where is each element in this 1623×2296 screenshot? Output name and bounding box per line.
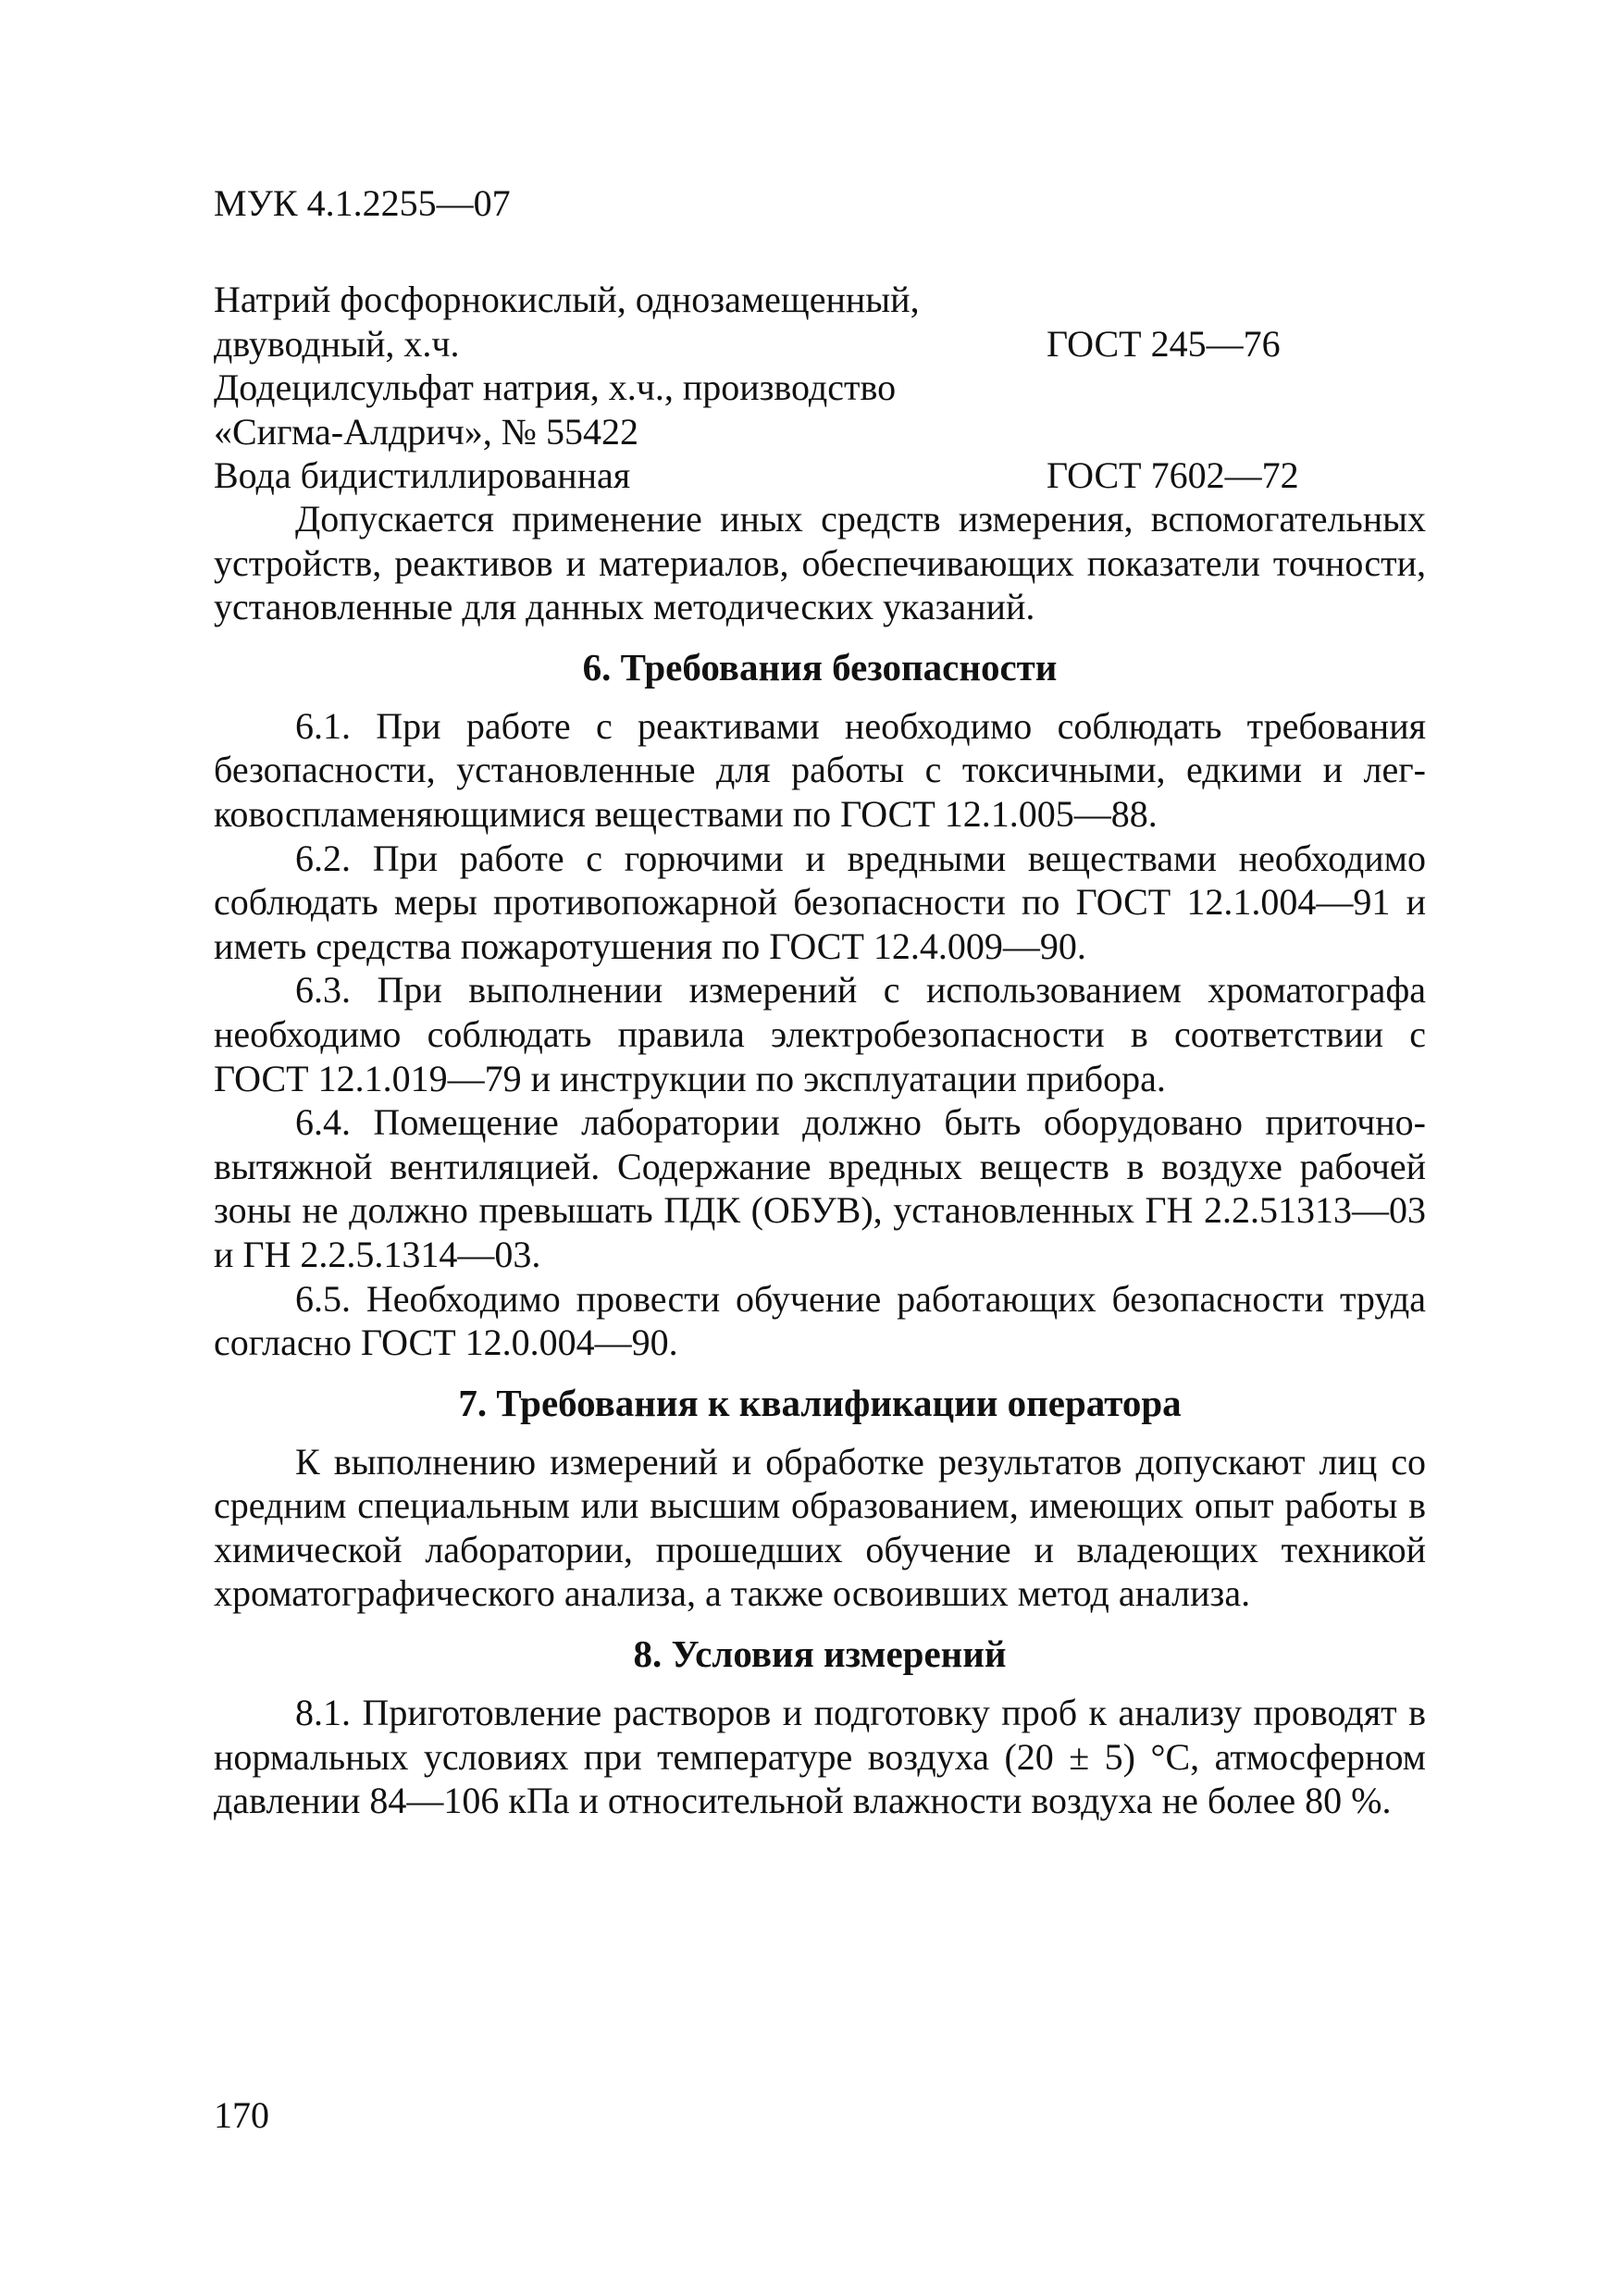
section-6-2-paragraph: 6.2. При работе с горючими и вредными веществами необходимо соблюдать меры противопожарной безопасности по ГОСТ 12.1.004—91 и иметь средства пожаротушения по ГОСТ 12.4.009—90. bbox=[214, 837, 1426, 967]
material-name: двуводный, х.ч. bbox=[214, 322, 460, 365]
material-name: «Сигма-Алдрич», № 55422 bbox=[214, 410, 638, 453]
page-number: 170 bbox=[214, 2094, 269, 2136]
materials-list bbox=[214, 278, 1426, 498]
material-name: Вода бидистиллированная bbox=[214, 454, 631, 496]
material-standard: ГОСТ 245—76 bbox=[1047, 322, 1281, 365]
section-6-3-paragraph: 6.3. При выполнении измерений с использованием хроматографа необходимо соблюдать правила электробезопасности в соответствии с ГОСТ 12.1.019—79 и инструкции по эксплуатации прибора. bbox=[214, 969, 1426, 1099]
document-body bbox=[214, 497, 1426, 1823]
document-code-header: МУК 4.1.2255—07 bbox=[214, 182, 511, 224]
allowance-paragraph: Допускается применение иных средств измерения, вспомогательных устройств, реактивов и материалов, обеспечивающих показатели точности, установленные для данных методических указаний. bbox=[214, 498, 1426, 628]
material-row bbox=[214, 278, 1426, 322]
material-row bbox=[214, 322, 1426, 366]
section-8-heading: 8. Условия измерений bbox=[633, 1632, 1007, 1676]
section-6-heading: 6. Требования безопасности bbox=[582, 645, 1058, 689]
material-row bbox=[214, 410, 1426, 454]
section-6-4-paragraph: 6.4. Помещение лаборатории должно быть оборудовано приточно-вытяжной вентиляцией. Содержание вредных веществ в воздухе рабочей зоны не должно превышать ПДК (ОБУВ), установленных ГН 2.2.51313—03 и ГН 2.2.5.1314—03. bbox=[214, 1101, 1426, 1275]
section-8-1-paragraph: 8.1. Приготовление растворов и подготовку проб к анализу проводят в нормальных условиях при температуре воздуха (20 ± 5) °С, атмосферном давлении 84—106 кПа и относительной влажности воздуха не более 80 %. bbox=[214, 1692, 1426, 1822]
material-name: Додецилсульфат натрия, х.ч., производство bbox=[214, 366, 897, 408]
material-name: Натрий фосфорнокислый, однозамещенный, bbox=[214, 279, 920, 320]
material-standard: ГОСТ 7602—72 bbox=[1047, 454, 1299, 496]
section-7-heading: 7. Требования к квалификации оператора bbox=[458, 1381, 1182, 1424]
material-row bbox=[214, 453, 1426, 498]
material-row bbox=[214, 366, 1426, 410]
section-7-paragraph: К выполнению измерений и обработке результатов допускают лиц со средним специальным или высшим образованием, имеющих опыт работы в химической лаборатории, прошедших обучение и владеющих техникой хроматографического анализа, а также освоивших метод анализа. bbox=[214, 1440, 1426, 1615]
section-6-5-paragraph: 6.5. Необходимо провести обучение работающих безопасности труда согласно ГОСТ 12.0.004—90. bbox=[214, 1277, 1426, 1364]
section-6-1-paragraph: 6.1. При работе с реактивами необходимо соблюдать требования безопасности, установленные для работы с токсичными, едкими и легковоспламеняющимися веществами по ГОСТ 12.1.005—88. bbox=[214, 704, 1426, 835]
